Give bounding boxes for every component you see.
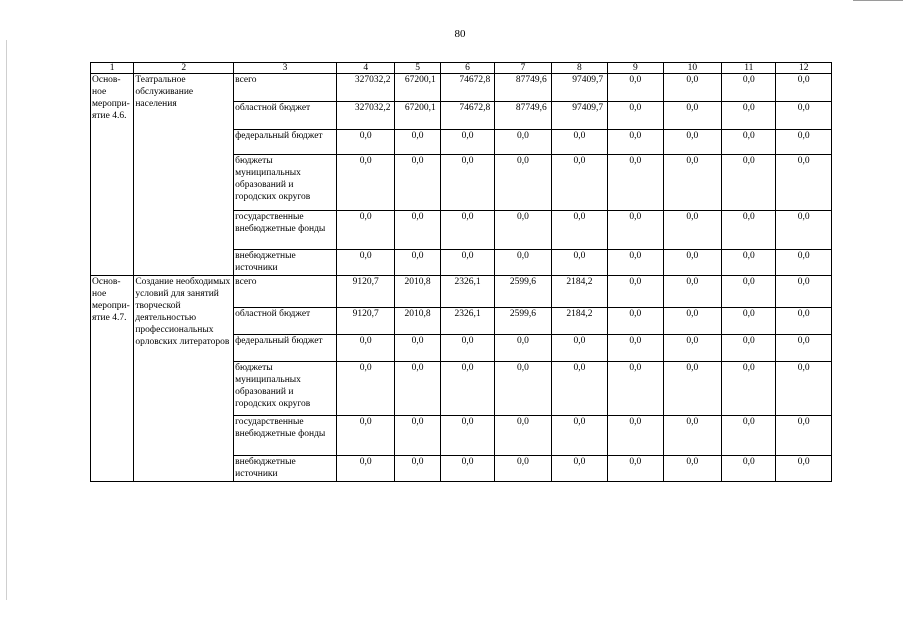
table-row xyxy=(91,276,832,308)
activity-title: Создание необходимых условий для занятий творческой деятельностью профессиональных орловских литераторов xyxy=(134,276,234,482)
amount-cell: 67200,1 xyxy=(395,102,440,130)
amount-cell: 74672,8 xyxy=(440,102,494,130)
amount-cell: 0,0 xyxy=(551,456,607,482)
amount-cell: 0,0 xyxy=(776,250,832,276)
amount-cell: 0,0 xyxy=(440,250,494,276)
amount-cell: 0,0 xyxy=(395,456,440,482)
amount-cell: 0,0 xyxy=(776,308,832,335)
activity-code: Основ-ное меропри-ятие 4.6. xyxy=(91,74,134,276)
amount-cell: 0,0 xyxy=(551,211,607,250)
amount-cell: 0,0 xyxy=(776,276,832,308)
amount-cell: 2010,8 xyxy=(395,308,440,335)
amount-cell: 327032,2 xyxy=(336,74,394,102)
funding-source: всего xyxy=(234,276,337,308)
amount-cell: 0,0 xyxy=(551,362,607,416)
amount-cell: 0,0 xyxy=(551,335,607,362)
amount-cell: 0,0 xyxy=(776,335,832,362)
amount-cell: 0,0 xyxy=(722,74,776,102)
funding-source: внебюджетные источники xyxy=(234,456,337,482)
amount-cell: 97409,7 xyxy=(551,74,607,102)
amount-cell: 0,0 xyxy=(336,250,394,276)
amount-cell: 0,0 xyxy=(608,308,663,335)
amount-cell: 0,0 xyxy=(776,456,832,482)
amount-cell: 0,0 xyxy=(663,130,721,155)
amount-cell: 0,0 xyxy=(663,308,721,335)
amount-cell: 0,0 xyxy=(722,416,776,456)
amount-cell: 0,0 xyxy=(440,416,494,456)
funding-source: бюджеты муниципальных образований и городских округов xyxy=(234,155,337,211)
scan-edge xyxy=(6,40,7,600)
amount-cell: 0,0 xyxy=(395,335,440,362)
column-header: 11 xyxy=(722,63,776,74)
amount-cell: 0,0 xyxy=(663,362,721,416)
amount-cell: 0,0 xyxy=(776,155,832,211)
funding-source: бюджеты муниципальных образований и городских округов xyxy=(234,362,337,416)
amount-cell: 0,0 xyxy=(608,155,663,211)
column-header: 7 xyxy=(495,63,551,74)
amount-cell: 0,0 xyxy=(551,155,607,211)
column-header: 8 xyxy=(551,63,607,74)
amount-cell: 0,0 xyxy=(663,211,721,250)
funding-source: федеральный бюджет xyxy=(234,130,337,155)
funding-source: всего xyxy=(234,74,337,102)
amount-cell: 9120,7 xyxy=(336,276,394,308)
amount-cell: 0,0 xyxy=(495,211,551,250)
amount-cell: 0,0 xyxy=(336,130,394,155)
amount-cell: 2326,1 xyxy=(440,308,494,335)
amount-cell: 0,0 xyxy=(336,456,394,482)
amount-cell: 0,0 xyxy=(776,362,832,416)
amount-cell: 0,0 xyxy=(608,416,663,456)
amount-cell: 0,0 xyxy=(722,276,776,308)
column-header: 12 xyxy=(776,63,832,74)
column-header: 5 xyxy=(395,63,440,74)
amount-cell: 0,0 xyxy=(663,155,721,211)
amount-cell: 0,0 xyxy=(440,155,494,211)
funding-source: государственные внебюджетные фонды xyxy=(234,211,337,250)
amount-cell: 0,0 xyxy=(663,416,721,456)
amount-cell: 0,0 xyxy=(395,155,440,211)
amount-cell: 0,0 xyxy=(663,276,721,308)
amount-cell: 67200,1 xyxy=(395,74,440,102)
budget-table xyxy=(90,62,832,482)
amount-cell: 9120,7 xyxy=(336,308,394,335)
amount-cell: 0,0 xyxy=(440,335,494,362)
amount-cell: 0,0 xyxy=(395,416,440,456)
funding-source: внебюджетные источники xyxy=(234,250,337,276)
funding-source: областной бюджет xyxy=(234,308,337,335)
amount-cell: 0,0 xyxy=(395,362,440,416)
amount-cell: 0,0 xyxy=(608,250,663,276)
funding-source: государственные внебюджетные фонды xyxy=(234,416,337,456)
amount-cell: 0,0 xyxy=(608,276,663,308)
amount-cell: 0,0 xyxy=(336,155,394,211)
amount-cell: 0,0 xyxy=(440,456,494,482)
amount-cell: 87749,6 xyxy=(495,102,551,130)
scan-mark xyxy=(853,0,903,1)
amount-cell: 0,0 xyxy=(495,335,551,362)
amount-cell: 0,0 xyxy=(776,74,832,102)
amount-cell: 0,0 xyxy=(495,362,551,416)
amount-cell: 2326,1 xyxy=(440,276,494,308)
amount-cell: 0,0 xyxy=(722,362,776,416)
amount-cell: 0,0 xyxy=(495,250,551,276)
table-row xyxy=(91,74,832,102)
amount-cell: 0,0 xyxy=(722,456,776,482)
amount-cell: 0,0 xyxy=(495,416,551,456)
amount-cell: 0,0 xyxy=(663,102,721,130)
amount-cell: 0,0 xyxy=(722,335,776,362)
amount-cell: 0,0 xyxy=(336,362,394,416)
page-number: 80 xyxy=(454,28,466,40)
amount-cell: 0,0 xyxy=(495,130,551,155)
amount-cell: 0,0 xyxy=(395,211,440,250)
activity-title: Театральное обслуживание населения xyxy=(134,74,234,276)
amount-cell: 0,0 xyxy=(608,335,663,362)
amount-cell: 0,0 xyxy=(440,362,494,416)
amount-cell: 0,0 xyxy=(722,211,776,250)
amount-cell: 0,0 xyxy=(722,102,776,130)
amount-cell: 0,0 xyxy=(551,416,607,456)
amount-cell: 0,0 xyxy=(336,211,394,250)
amount-cell: 0,0 xyxy=(776,416,832,456)
amount-cell: 0,0 xyxy=(440,211,494,250)
amount-cell: 0,0 xyxy=(663,335,721,362)
amount-cell: 0,0 xyxy=(395,250,440,276)
amount-cell: 0,0 xyxy=(336,335,394,362)
column-header: 4 xyxy=(336,63,394,74)
amount-cell: 0,0 xyxy=(776,130,832,155)
amount-cell: 2184,2 xyxy=(551,308,607,335)
header-row xyxy=(91,63,832,74)
amount-cell: 74672,8 xyxy=(440,74,494,102)
amount-cell: 0,0 xyxy=(551,250,607,276)
amount-cell: 0,0 xyxy=(663,74,721,102)
amount-cell: 0,0 xyxy=(608,130,663,155)
column-header: 6 xyxy=(440,63,494,74)
column-header: 3 xyxy=(234,63,337,74)
amount-cell: 2184,2 xyxy=(551,276,607,308)
amount-cell: 0,0 xyxy=(495,456,551,482)
column-header: 10 xyxy=(663,63,721,74)
funding-source: областной бюджет xyxy=(234,102,337,130)
activity-code: Основ-ное меропри-ятие 4.7. xyxy=(91,276,134,482)
amount-cell: 0,0 xyxy=(776,211,832,250)
amount-cell: 327032,2 xyxy=(336,102,394,130)
amount-cell: 97409,7 xyxy=(551,102,607,130)
column-header: 1 xyxy=(91,63,134,74)
amount-cell: 87749,6 xyxy=(495,74,551,102)
funding-source: федеральный бюджет xyxy=(234,335,337,362)
amount-cell: 2599,6 xyxy=(495,308,551,335)
amount-cell: 0,0 xyxy=(722,250,776,276)
column-header: 2 xyxy=(134,63,234,74)
amount-cell: 0,0 xyxy=(722,308,776,335)
amount-cell: 0,0 xyxy=(608,102,663,130)
amount-cell: 0,0 xyxy=(663,250,721,276)
amount-cell: 0,0 xyxy=(551,130,607,155)
amount-cell: 0,0 xyxy=(663,456,721,482)
amount-cell: 0,0 xyxy=(440,130,494,155)
amount-cell: 0,0 xyxy=(722,155,776,211)
amount-cell: 0,0 xyxy=(608,74,663,102)
amount-cell: 0,0 xyxy=(336,416,394,456)
amount-cell: 0,0 xyxy=(722,130,776,155)
amount-cell: 2010,8 xyxy=(395,276,440,308)
amount-cell: 0,0 xyxy=(495,155,551,211)
amount-cell: 0,0 xyxy=(395,130,440,155)
amount-cell: 0,0 xyxy=(608,362,663,416)
amount-cell: 0,0 xyxy=(608,211,663,250)
column-header: 9 xyxy=(608,63,663,74)
amount-cell: 0,0 xyxy=(776,102,832,130)
amount-cell: 0,0 xyxy=(608,456,663,482)
amount-cell: 2599,6 xyxy=(495,276,551,308)
